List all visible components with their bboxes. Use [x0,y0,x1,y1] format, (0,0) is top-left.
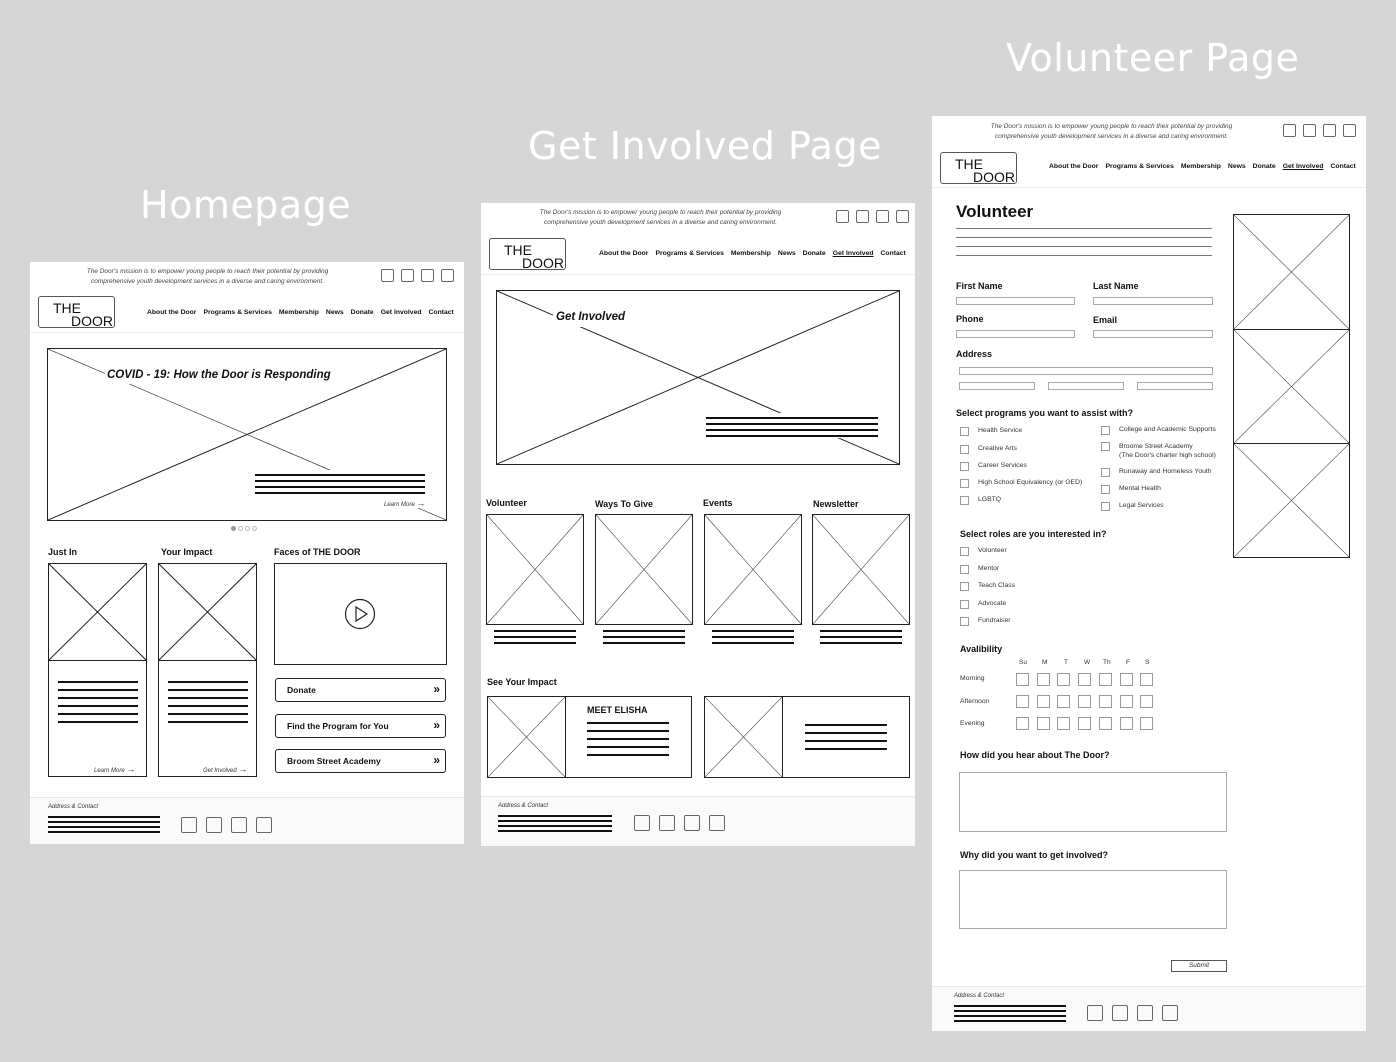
phone-label: Phone [956,314,984,324]
social-icon[interactable] [1162,1005,1178,1021]
social-icon[interactable] [1303,124,1316,137]
footer-social-icons [634,815,725,831]
checkbox[interactable] [960,427,969,436]
nav-contact[interactable]: Contact [1330,163,1356,170]
nav-get-involved[interactable]: Get Involved [1282,163,1324,170]
role-checkbox[interactable] [960,582,1015,591]
homepage-title: Homepage [140,183,352,227]
mission-line: The Door's mission is to empower young people to reach their potential by providing [86,268,329,275]
carousel-dot[interactable] [238,526,243,531]
volunteer-card-image[interactable] [486,514,584,625]
availability-checkbox[interactable] [1057,695,1070,708]
last-name-input[interactable] [1093,297,1213,305]
address-city-input[interactable] [959,382,1035,390]
nav-donate[interactable]: Donate [350,309,374,316]
availability-checkbox[interactable] [1099,673,1112,686]
program-checkbox[interactable] [1101,426,1216,435]
last-name-label: Last Name [1093,281,1139,291]
address-zip-input[interactable] [1137,382,1213,390]
social-icon[interactable] [876,210,889,223]
checkbox-label: LGBTQ [978,496,1002,503]
checkbox-label: Creative Arts [978,445,1017,452]
day-label: S [1145,659,1150,666]
hero-text-lines [706,417,878,437]
footer-address-label: Address & Contact [498,803,549,809]
hear-question: How did you hear about The Door? [960,750,1110,760]
hero-text-lines [255,474,425,494]
social-icon[interactable] [1137,1005,1153,1021]
get-involved-link[interactable] [203,764,247,774]
checkbox[interactable] [960,445,969,454]
first-name-input[interactable] [956,297,1075,305]
section-just-in: Just In [48,547,78,557]
donate-button[interactable] [275,678,446,702]
card-text-lines [603,630,685,644]
day-label: F [1126,659,1130,666]
day-label: Su [1019,659,1027,666]
checkbox-label: Volunteer [978,547,1007,554]
role-checkbox[interactable] [960,600,1006,609]
nav-membership[interactable]: Membership [278,309,319,316]
availability-checkbox[interactable] [1120,673,1133,686]
checkbox-label: Mentor [978,565,1000,572]
checkbox[interactable] [960,462,969,471]
nav-about[interactable]: About the Door [599,250,649,257]
hero-learn-more-label: Learn More [384,502,415,508]
availability-checkbox[interactable] [1057,717,1070,730]
see-your-impact-title: See Your Impact [487,677,557,687]
checkbox-sublabel: (The Door's charter high school) [1119,452,1216,459]
availability-checkbox[interactable] [1016,717,1029,730]
program-checkbox[interactable] [960,427,1022,436]
social-icon[interactable] [441,269,454,282]
role-checkbox[interactable] [960,565,999,574]
button-label: Broom Street Academy [287,756,381,766]
logo[interactable] [489,238,566,270]
logo-line: DOOR [522,255,564,271]
checkbox[interactable] [1101,485,1110,494]
carousel-dot[interactable] [245,526,250,531]
day-label: T [1064,659,1068,666]
why-question: Why did you want to get involved? [960,850,1108,860]
nav-about[interactable]: About the Door [1049,163,1099,170]
get-involved-label: Get Involved [203,768,237,774]
events-card-image[interactable] [704,514,802,625]
button-label: Find the Program for You [287,721,389,731]
social-icon[interactable] [1112,1005,1128,1021]
mission-statement [70,267,345,287]
checkbox-label: College and Academic Supports [1119,426,1216,433]
homepage-wireframe [30,262,464,844]
footer-social-icons [181,817,272,833]
get-involved-wireframe [481,203,915,846]
role-checkbox[interactable] [960,617,1011,626]
social-icon[interactable] [401,269,414,282]
nav-donate[interactable]: Donate [1252,163,1276,170]
availability-checkbox[interactable] [1057,673,1070,686]
social-icon[interactable] [836,210,849,223]
find-program-button[interactable] [275,714,446,738]
availability-checkbox[interactable] [1120,695,1133,708]
checkbox[interactable] [1101,426,1110,435]
card-text-lines [58,681,138,723]
checkbox-label: Fundraiser [978,617,1011,624]
footer-text-lines [954,1005,1066,1022]
checkbox-label: Mental Health [1119,485,1161,492]
availability-checkbox[interactable] [1140,717,1153,730]
footer [481,796,915,846]
footer-text-lines [48,816,160,833]
your-impact-card[interactable] [158,563,257,777]
carousel-dots[interactable] [231,526,257,531]
social-icon[interactable] [1323,124,1336,137]
social-icon[interactable] [856,210,869,223]
card-text-lines [712,630,794,644]
hero-title: Get Involved [556,311,626,323]
program-checkbox[interactable] [960,462,1027,471]
card-title-events: Events [703,498,733,508]
checkbox[interactable] [960,479,969,488]
nav-get-involved[interactable]: Get Involved [832,250,874,257]
impact-story-title: MEET ELISHA [587,705,648,715]
checkbox[interactable] [960,565,969,574]
checkbox-label: High School Equivalency (or GED) [978,479,1083,486]
checkbox[interactable] [1101,468,1110,477]
availability-grid [1016,673,1156,733]
double-chevron-icon: » [433,718,440,732]
checkbox[interactable] [960,582,969,591]
availability-checkbox[interactable] [1099,695,1112,708]
program-checkbox[interactable] [1101,442,1216,460]
program-checkbox[interactable] [960,496,1001,505]
side-image-placeholder [1233,329,1350,444]
social-icons [836,210,909,223]
image-placeholder [48,563,147,661]
ways-to-give-card-image[interactable] [595,514,693,625]
hear-textarea[interactable] [959,772,1227,832]
nav-membership[interactable]: Membership [730,250,771,257]
logo[interactable] [940,152,1017,184]
logo-line: THE [53,300,81,316]
logo[interactable] [38,296,115,328]
card-text-lines [168,681,248,723]
submit-label: Submit [1188,962,1210,969]
mission-line: The Door's mission is to empower young people to reach their potential by providing [990,123,1233,130]
nav-news[interactable]: News [777,250,796,257]
social-icon[interactable] [634,815,650,831]
time-label: Morning [960,675,985,682]
carousel-dot[interactable] [231,526,236,531]
impact-story-card[interactable] [704,696,910,778]
availability-checkbox[interactable] [1120,717,1133,730]
role-checkbox[interactable] [960,547,1007,556]
checkbox-label: Runaway and Homeless Youth [1119,468,1212,475]
social-icon[interactable] [181,817,197,833]
footer [30,797,464,844]
checkbox-label: Health Service [978,427,1023,434]
availability-checkbox[interactable] [1078,695,1091,708]
main-nav [1049,163,1356,170]
social-icon[interactable] [231,817,247,833]
social-icon[interactable] [1283,124,1296,137]
nav-programs[interactable]: Programs & Services [1105,163,1174,170]
checkbox[interactable] [1101,502,1110,511]
just-in-card[interactable] [48,563,147,777]
address-state-input[interactable] [1048,382,1124,390]
availability-checkbox[interactable] [1140,695,1153,708]
social-icons [1283,124,1356,137]
social-icon[interactable] [659,815,675,831]
availability-checkbox[interactable] [1016,695,1029,708]
availability-checkbox[interactable] [1078,717,1091,730]
address-label: Address [956,349,993,359]
broom-street-button[interactable] [275,749,446,773]
nav-about[interactable]: About the Door [147,309,197,316]
email-input[interactable] [1093,330,1213,338]
social-icon[interactable] [1343,124,1356,137]
nav-donate[interactable]: Donate [802,250,826,257]
button-label: Donate [287,685,316,695]
card-title-volunteer: Volunteer [486,498,527,508]
arrow-right-icon: → [238,764,248,774]
day-label: Th [1103,659,1111,666]
card-title-newsletter: Newsletter [813,499,859,509]
social-icon[interactable] [256,817,272,833]
nav-contact[interactable]: Contact [880,250,906,257]
arrow-right-icon: → [126,764,136,774]
program-checkbox[interactable] [960,445,1017,454]
program-checkbox[interactable] [1101,502,1164,511]
card-title-ways-to-give: Ways To Give [595,499,654,509]
checkbox-label: Career Services [978,462,1027,469]
hero-title: COVID - 19: How the Door is Responding [107,369,331,381]
footer-address-label: Address & Contact [954,993,1005,999]
availability-checkbox[interactable] [1016,673,1029,686]
day-label: M [1042,659,1048,666]
checkbox[interactable] [960,617,969,626]
availability-checkbox[interactable] [1140,673,1153,686]
why-textarea[interactable] [959,870,1227,929]
hero-learn-more-link[interactable] [384,498,425,508]
learn-more-label: Learn More [94,768,125,774]
logo-line: DOOR [71,313,113,329]
impact-story-card[interactable] [487,696,692,778]
nav-get-involved[interactable]: Get Involved [380,309,422,316]
double-chevron-icon: » [433,753,440,767]
story-text-lines [587,722,669,756]
card-text-lines [494,630,576,644]
learn-more-link[interactable] [94,764,135,774]
image-placeholder [704,696,783,778]
nav-membership[interactable]: Membership [1180,163,1221,170]
play-icon[interactable] [344,598,376,630]
checkbox-label: Legal Services [1119,502,1164,509]
section-your-impact: Your Impact [161,547,213,557]
logo-line: DOOR [973,169,1015,185]
volunteer-heading: Volunteer [956,202,1034,221]
availability-checkbox[interactable] [1037,673,1050,686]
carousel-dot[interactable] [252,526,257,531]
mission-line: comprehensive youth development services in a diverse and caring environment. [994,133,1229,140]
checkbox-label: Broome Street Academy [1119,443,1193,450]
checkbox-label: Teach Class [978,582,1016,589]
availability-checkbox[interactable] [1037,695,1050,708]
nav-programs[interactable]: Programs & Services [655,250,724,257]
first-name-label: First Name [956,281,1003,291]
video-placeholder[interactable] [274,563,447,665]
side-image-placeholder [1233,443,1350,558]
logo-line: THE [504,242,532,258]
checkbox[interactable] [960,547,969,556]
checkbox[interactable] [960,600,969,609]
volunteer-wireframe [932,116,1366,1031]
time-label: Evening [960,720,985,727]
nav-news[interactable]: News [325,309,344,316]
image-placeholder [487,696,566,778]
mission-statement [523,208,798,228]
program-checkbox[interactable] [960,479,1082,488]
volunteer-page-title: Volunteer Page [1006,36,1300,80]
image-placeholder [158,563,257,661]
get-involved-page-title: Get Involved Page [528,124,882,168]
arrow-right-icon: → [416,498,426,508]
availability-checkbox[interactable] [1099,717,1112,730]
social-icon[interactable] [1087,1005,1103,1021]
program-checkbox[interactable] [1101,485,1161,494]
social-icon[interactable] [709,815,725,831]
submit-button[interactable] [1171,960,1227,972]
roles-question: Select roles are you interested in? [960,529,1107,539]
mission-line: comprehensive youth development services in a diverse and caring environment. [543,219,778,226]
availability-label: Avalibility [960,644,1003,654]
checkbox[interactable] [960,496,969,505]
mission-line: comprehensive youth development services in a diverse and caring environment. [90,278,325,285]
checkbox[interactable] [1101,442,1110,451]
intro-text-lines [956,228,1212,264]
checkbox-label: Advocate [978,600,1007,607]
phone-input[interactable] [956,330,1075,338]
mission-statement [974,122,1249,142]
social-icon[interactable] [896,210,909,223]
footer-text-lines [498,815,612,832]
nav-news[interactable]: News [1227,163,1246,170]
double-chevron-icon: » [433,682,440,696]
program-checkbox[interactable] [1101,468,1212,477]
card-text-lines [820,630,902,644]
programs-question: Select programs you want to assist with? [956,408,1134,418]
availability-checkbox[interactable] [1078,673,1091,686]
nav-contact[interactable]: Contact [428,309,454,316]
social-icon[interactable] [684,815,700,831]
main-nav [147,309,454,316]
logo-line: THE [955,156,983,172]
section-faces: Faces of THE DOOR [274,547,361,557]
social-icon[interactable] [381,269,394,282]
social-icons [381,269,454,282]
footer-address-label: Address & Contact [48,804,99,810]
social-icon[interactable] [421,269,434,282]
footer-social-icons [1087,1005,1178,1021]
email-label: Email [1093,315,1118,325]
mission-line: The Door's mission is to empower young people to reach their potential by providing [539,209,782,216]
side-image-placeholder [1233,214,1350,330]
main-nav [599,250,906,257]
address-street-input[interactable] [959,367,1213,375]
time-label: Afternoon [960,698,990,705]
story-text-lines [805,724,887,750]
footer [932,986,1366,1031]
day-label: W [1084,659,1091,666]
availability-checkbox[interactable] [1037,717,1050,730]
newsletter-card-image[interactable] [812,514,910,625]
social-icon[interactable] [206,817,222,833]
nav-programs[interactable]: Programs & Services [203,309,272,316]
